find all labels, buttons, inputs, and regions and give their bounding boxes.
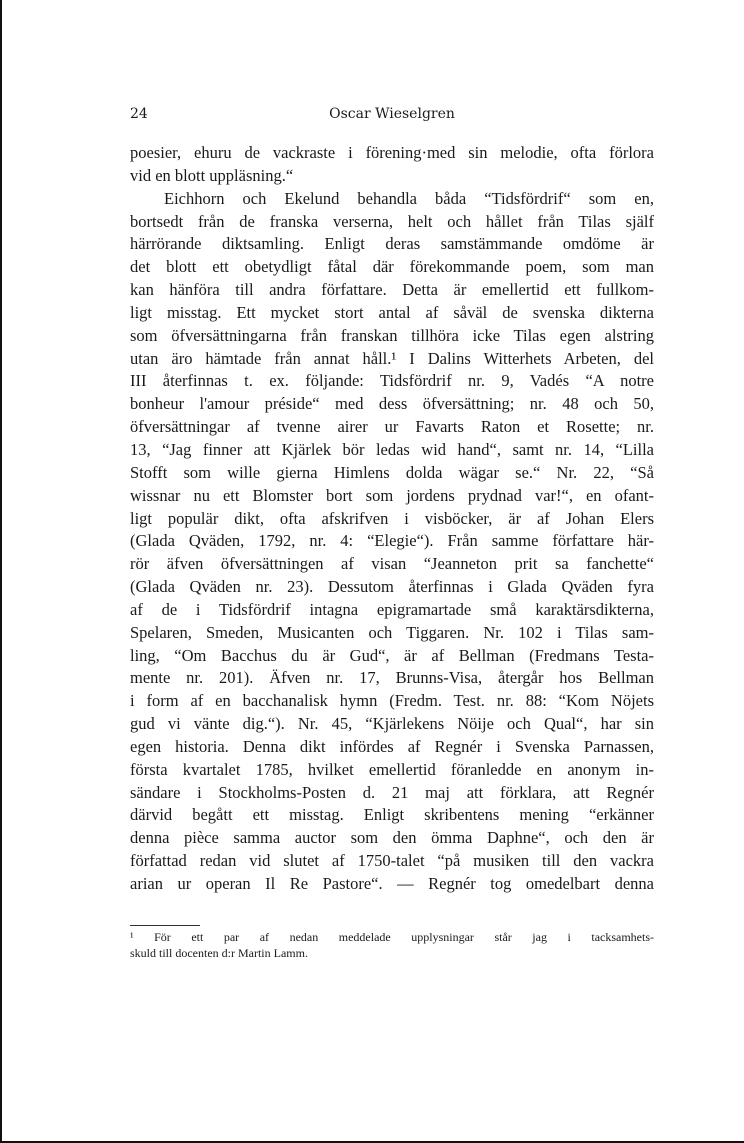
text-line: denna pièce samma auctor som den ömma Daphne“, och den är	[130, 828, 654, 848]
text-line: bonheur l'amour préside“ med dess öfversättning; nr. 48 och 50,	[130, 394, 654, 414]
text-line: wissnar nu ett Blomster bort som jordens prydnad var!“, en ofant-	[130, 485, 654, 505]
text-line: 13, “Jag finner att Kjärlek bör ledas wid hand“, samt nr. 14, “Lilla	[130, 439, 654, 459]
text-line: som öfversättningarna från franskan tillhöra icke Tilas egen alstring	[130, 325, 654, 345]
text-line: utan äro hämtade från annat håll.¹ I Dalins Witterhets Arbeten, del	[130, 348, 654, 368]
text-line: därvid begått ett misstag. Enligt skribentens mening “erkänner	[130, 805, 654, 825]
text-line: gud vi vänte dig.“). Nr. 45, “Kjärlekens Nöije och Qual“, har sin	[130, 714, 654, 734]
text-line: ligt populär dikt, ofta afskrifven i visböcker, är af Johan Elers	[130, 508, 654, 528]
text-line: i form af en bacchanalisk hymn (Fredm. Test. nr. 88: “Kom Nöjets	[130, 691, 654, 711]
footnote-line: ¹ För ett par af nedan meddelade upplysningar står jag i tacksamhets-	[130, 930, 654, 944]
text-line: Stofft som wille gierna Himlens dolda wägar se.“ Nr. 22, “Så	[130, 462, 654, 482]
text-line: Eichhorn och Ekelund behandla båda “Tidsfördrif“ som en,	[164, 188, 654, 208]
text-line: första kvartalet 1785, hvilket emellertid föranledde en anonym in-	[130, 759, 654, 779]
body-text	[130, 142, 654, 896]
text-line: (Glada Qväden nr. 23). Dessutom återfinnas i Glada Qväden fyra	[130, 577, 654, 597]
text-line: (Glada Qväden, 1792, nr. 4: “Elegie“). Från samme författare här-	[130, 531, 654, 551]
text-line: Spelaren, Smeden, Musicanten och Tiggaren. Nr. 102 i Tilas sam-	[130, 622, 654, 642]
text-line: egen historia. Denna dikt infördes af Regnér i Svenska Parnassen,	[130, 736, 654, 756]
text-line: författad redan vid slutet af 1750-talet “på musiken till den vackra	[130, 851, 654, 871]
text-line: ling, “Om Bacchus du är Gud“, är af Bellman (Fredmans Testa-	[130, 645, 654, 665]
text-line: sändare i Stockholms-Posten d. 21 maj att förklara, att Regnér	[130, 782, 654, 802]
text-line: kan hänföra till andra författare. Detta är emellertid ett fullkom-	[130, 280, 654, 300]
text-line: ligt misstag. Ett mycket stort antal af såväl de svenska dikterna	[130, 302, 654, 322]
text-line: III återfinnas t. ex. följande: Tidsfördrif nr. 9, Vadés “A notre	[130, 371, 654, 391]
page-header	[130, 106, 654, 128]
footnote-line: skuld till docenten d:r Martin Lamm.	[130, 946, 308, 960]
footnote-divider	[130, 925, 200, 926]
text-line: rör äfven öfversättningen af visan “Jeanneton prit sa fanchette“	[130, 554, 654, 574]
text-line: af de i Tidsfördrif intagna epigramartade små karaktärsdikterna,	[130, 599, 654, 619]
running-head: Oscar Wieselgren	[329, 106, 455, 122]
text-line: det blott ett obetydligt fåtal där förekommande poem, som man	[130, 257, 654, 277]
text-line: mente nr. 201). Äfven nr. 17, Brunns-Visa, återgår hos Bellman	[130, 668, 654, 688]
text-line: bortsedt från de franska verserna, helt och hållet från Tilas själf	[130, 211, 654, 231]
text-line: öfversättningar af tvenne airer ur Favarts Raton et Rosette; nr.	[130, 417, 654, 437]
text-line: arian ur operan Il Re Pastore“. — Regnér tog omedelbart denna	[130, 874, 654, 893]
text-line: vid en blott uppläsning.“	[130, 165, 294, 185]
page-number: 24	[130, 106, 148, 122]
text-line: poesier, ehuru de vackraste i förening·med sin melodie, ofta förlora	[130, 143, 654, 162]
footnote	[130, 929, 654, 961]
text-line: härrörande diktsamling. Enligt deras samstämmande omdöme är	[130, 234, 654, 254]
